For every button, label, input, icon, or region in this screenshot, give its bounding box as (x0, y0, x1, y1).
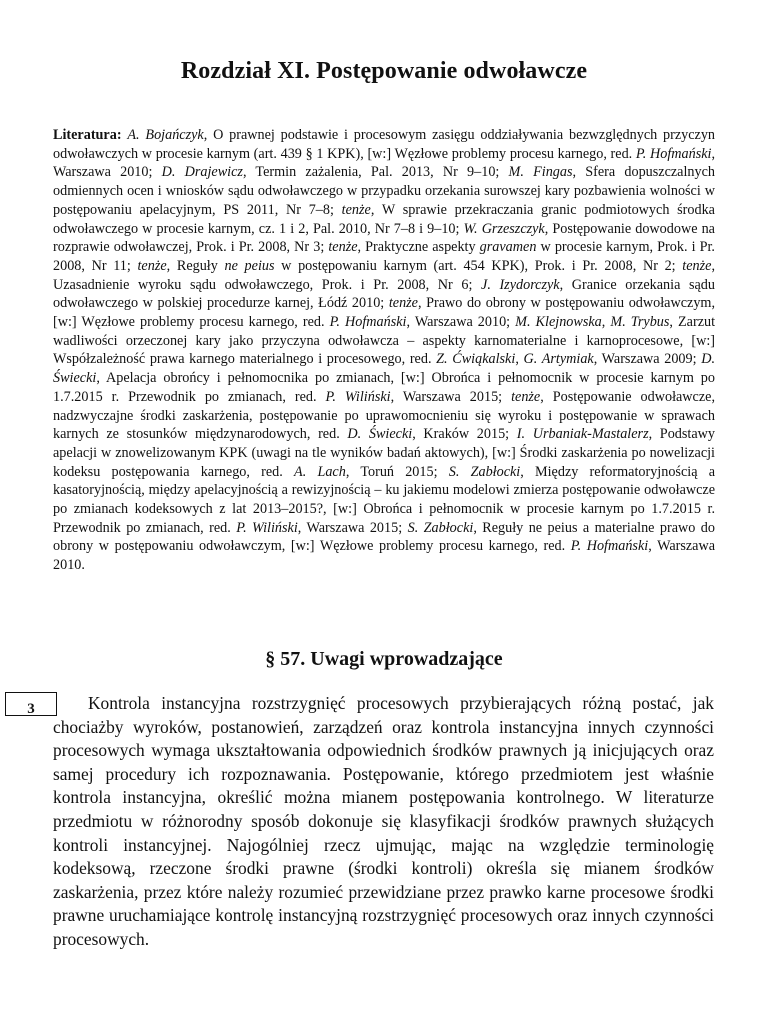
literature-block (53, 126, 715, 575)
body-paragraph: Kontrola instancyjna rozstrzygnięć procesowych przybierających różną postać, jak chociażby wyroków, postanowień, zarządzeń oraz kontrola instancyjna innych czynności procesowych wymaga ukształtowania odpowiednich środków prawnych ją inicjujących oraz samej procedury ich rozpoznawania. Postępowanie, którego przedmiotem jest właśnie kontrola instancyjna, określić można mianem postępowania kontrolnego. W literaturze przedmiotu w różnorodny sposób dokonuje się klasyfikacji środków prawnych służących kontroli instancyjnej. Najogólniej rzecz ujmując, mając na względzie terminologię kodeksową, rzeczone środki prawne (środki kontroli) określa się mianem środków zaskarżenia, przez które należy rozumieć przewidziane przez prawko karne procesowe środki prawne uruchamiające kontrolę instancyjną rozstrzygnięć procesowych oraz innych czynności procesowych. (53, 693, 714, 949)
literature-author: D. Drajewicz (161, 164, 243, 181)
literature-text: , Reguły ne peius a materialne prawo do obrony w postępowaniu odwoławczym, [w:] Węzłowe problemy procesu karnego, red. (53, 519, 715, 555)
literature-author: tenże (682, 257, 712, 274)
chapter-title: Rozdział XI. Postępowanie odwoławcze (180, 58, 588, 84)
literature-text: w procesie karnym, Prok. i Pr. 2008, Nr 11; (53, 239, 715, 274)
literature-text: , Termin zażalenia, Pal. 2013, Nr 9–10; (242, 164, 509, 181)
literature-text: , Kraków 2015; (412, 426, 517, 443)
literature-text: , Warszawa 2010; (53, 145, 716, 181)
literature-text: , Zarzut wadliwości orzeczonej kary jako przyczyna odwoławcza – aspekty karnomaterialne i karnoprocesowe, [w:] Współzależność prawa karnego materialnego i procesowego, red. (53, 314, 716, 368)
literature-text: , Między reformatoryjnością a kasatoryjnością, między apelacyjnością a rewizyjnością – ku jakiemu modelowi zmierza postępowanie odwoławcze po zmianach kodeksowych z lat 2013–2015?, [w:] Obrońca i pełnomocnik w procesie karnym po 1.7.2015 r. Przewodnik po zmianach, red. (53, 463, 715, 536)
literature-label: Literatura: (53, 127, 122, 143)
literature-author: A. Bojańczyk (127, 127, 204, 143)
literature-author: tenże (511, 388, 541, 405)
literature-text: , Toruń 2015; (345, 463, 449, 480)
literature-author: G. Artymiak (523, 351, 594, 368)
literature-author: D. Świecki (53, 351, 716, 387)
margin-number-box (5, 692, 57, 716)
literature-text: , Uzasadnienie wyroku sądu odwoławczego, Prok. i Pr. 2008, Nr 6; (53, 257, 715, 293)
literature-author: P. Wiliński (325, 388, 391, 405)
literature-author: tenże (388, 295, 418, 312)
literature-body (53, 127, 715, 573)
literature-text: , Warszawa 2010; (406, 314, 516, 331)
literature-text: , Warszawa 2010. (53, 538, 715, 574)
literature-text: , Sfera dopuszczalnych odmiennych ocen i wniosków sądu odwoławczego w przypadku orzekania surowszej kary pozbawienia wolności w postępowaniu apelacyjnym, PS 2011, Nr 7–8; (53, 164, 715, 218)
literature-author: Z. Ćwiąkalski (436, 351, 516, 368)
literature-author: S. Zabłocki (407, 519, 474, 536)
literature-text: w postępowaniu karnym (art. 454 KPK), Prok. i Pr. 2008, Nr 2; (274, 257, 683, 274)
literature-text: , Postępowanie dowodowe na rozprawie odwoławczej, Prok. i Pr. 2008, Nr 3; (53, 220, 715, 256)
literature-author: M. Klejnowska (515, 314, 602, 331)
literature-author: P. Hofmański (570, 538, 649, 555)
literature-author: ne peius (224, 257, 275, 274)
literature-text: , Praktyczne aspekty (357, 239, 480, 256)
literature-author: P. Wiliński (236, 519, 298, 536)
literature-text: , W sprawie przekraczania granic podmiotowych środka odwoławczego w procesie karnym, cz. 1 i 2, Pal. 2010, Nr 7–8 i 9–10; (53, 201, 715, 237)
literature-author: A. Lach (294, 463, 346, 480)
literature-text: , (515, 351, 524, 368)
literature-author: tenże (341, 201, 371, 218)
literature-text: , Warszawa 2015; (297, 519, 408, 536)
literature-author: M. Trybus (610, 314, 670, 331)
literature-text: , Podstawy apelacji w znowelizowanym KPK (uwagi na tle wyników badań aktowych), [w:] Środki zaskarżenia po nowelizacji kodeksu postępowania karnego, red. (53, 426, 715, 480)
literature-text: , Warszawa 2009; (593, 351, 702, 368)
literature-text: , Postępowanie odwoławcze, nadzwyczajne środki zaskarżenia, postępowanie po uprawomocnieniu się wyroku i postępowanie w sprawach karnych ze stosunków międzynarodowych, red. (53, 388, 715, 443)
literature-author: J. Izydorczyk (481, 276, 560, 293)
literature-author: gravamen (479, 239, 537, 256)
literature-author: tenże (137, 257, 167, 274)
literature-text: , Reguły (166, 257, 225, 274)
literature-text: , Granice orzekania sądu odwoławczego w polskiej procedurze karnej, Łódź 2010; (53, 276, 715, 312)
literature-author: S. Zabłocki (448, 463, 521, 480)
literature-author: I. Urbaniak-Mastalerz (516, 426, 649, 443)
literature-author: P. Hofmański (635, 145, 712, 162)
margin-number: 3 (27, 701, 35, 716)
literature-text: , Warszawa 2015; (390, 388, 512, 405)
literature-author: tenże (328, 239, 358, 256)
literature-author: P. Hofmański (329, 314, 407, 331)
literature-text: , Prawo do obrony w postępowaniu odwoławczym, [w:] Węzłowe problemy procesu karnego, red. (53, 295, 715, 331)
literature-author: M. Fingas (508, 164, 573, 181)
literature-text: , Apelacja obrońcy i pełnomocnika po zmianach, [w:] Obrońca i pełnomocnik w procesie karnym po 1.7.2015 r. Przewodnik po zmianach, red. (53, 370, 715, 405)
literature-text: , (601, 314, 611, 331)
literature-author: W. Grzeszczyk (463, 220, 545, 237)
literature-text: , O prawnej podstawie i procesowym zasięgu oddziaływania bezwzględnych przyczyn odwoławczych w procesie karnym (art. 439 § 1 KPK), [w:] Węzłowe problemy procesu karnego, red. (53, 127, 716, 162)
literature-author: D. Świecki (347, 426, 413, 443)
section-title: § 57. Uwagi wprowadzające (265, 648, 503, 670)
